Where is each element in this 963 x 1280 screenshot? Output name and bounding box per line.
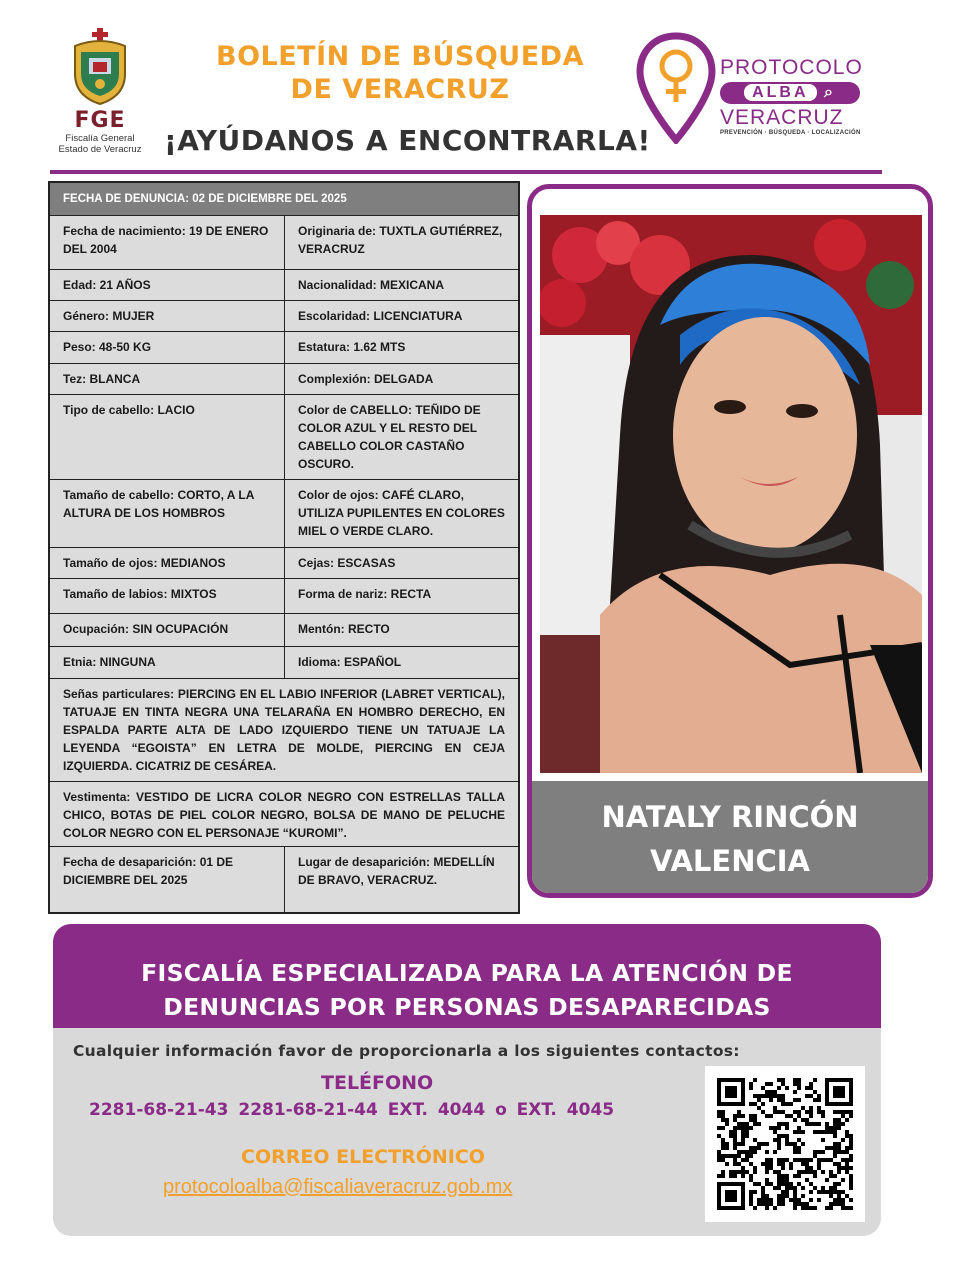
state-seal-icon xyxy=(69,28,131,106)
contact-section xyxy=(53,924,881,1236)
origin: Originaria de: TUXTLA GUTIÉRREZ, VERACRUZ xyxy=(284,216,518,269)
table-row xyxy=(50,183,518,215)
height: Estatura: 1.62 MTS xyxy=(284,332,518,363)
hair-type: Tipo de cabello: LACIO xyxy=(63,403,195,417)
qr-code[interactable] xyxy=(705,1066,865,1222)
table-row xyxy=(50,646,518,678)
table-row xyxy=(50,479,518,547)
phone-numbers[interactable]: 2281-68-21-43 2281-68-21-44 EXT. 4044 o EXT. 4045 xyxy=(89,1100,615,1120)
title-line-1: BOLETÍN DE BÚSQUEDA xyxy=(216,41,584,72)
table-row xyxy=(50,781,518,846)
search-icon: ⌕ xyxy=(823,84,836,101)
photo-frame xyxy=(527,184,933,898)
table-row xyxy=(50,613,518,646)
bulletin-title xyxy=(160,40,640,106)
alba-line-1: PROTOCOLO xyxy=(720,56,863,79)
header xyxy=(0,0,963,176)
email-title: CORREO ELECTRÓNICO xyxy=(241,1146,485,1168)
person-details-table xyxy=(48,181,520,914)
contact-intro: Cualquier información favor de proporcionarla a los siguientes contactos: xyxy=(73,1042,740,1060)
title-line-2: DE VERACRUZ xyxy=(290,74,510,105)
table-row xyxy=(50,547,518,578)
alba-tagline: PREVENCIÓN · BÚSQUEDA · LOCALIZACIÓN xyxy=(720,130,861,136)
fge-logo xyxy=(48,28,152,158)
table-row xyxy=(50,269,518,300)
table-row xyxy=(50,331,518,363)
eye-size: Tamaño de ojos: MEDIANOS xyxy=(63,556,226,570)
protocolo-alba-logo xyxy=(630,30,870,150)
hair-color: Color de CABELLO: TEÑIDO DE COLOR AZUL Y EL RESTO DEL CABELLO COLOR CASTAÑO OSCURO. xyxy=(284,395,518,479)
portrait-image xyxy=(540,215,922,773)
disappearance-place: Lugar de desaparición: MEDELLÍN DE BRAVO, VERACRUZ. xyxy=(284,847,518,912)
birth-date: Fecha de nacimiento: 19 DE ENERO DEL 2004 xyxy=(63,224,269,256)
help-us-find-her: ¡AYÚDANOS A ENCONTRARLA! xyxy=(164,124,651,157)
skin-tone: Tez: BLANCA xyxy=(63,372,141,386)
alba-word: ALBA xyxy=(744,84,816,101)
weight: Peso: 48-50 KG xyxy=(63,340,152,354)
hair-length: Tamaño de cabello: CORTO, A LA ALTURA DE LOS HOMBROS xyxy=(63,488,254,520)
phone-title: TELÉFONO xyxy=(321,1072,434,1094)
distinguishing-marks: Señas particulares: PIERCING EN EL LABIO INFERIOR (LABRET VERTICAL), TATUAJE EN TINTA NEGRA UNA TELARAÑA EN HOMBRO DERECHO, EN ESPALDA PARTE ALTA DE LADO IZQUIERDO TIENE UN TATUAJE LA LEYENDA “EGOISTA” EN LETRA DE MOLDE, PIERCING EN CEJA IZQUIERDA. CICATRIZ DE CESÁREA. xyxy=(63,687,505,773)
person-name xyxy=(532,781,928,897)
fge-logo-subtitle-2: Estado de Veracruz xyxy=(58,144,142,155)
education: Escolaridad: LICENCIATURA xyxy=(284,301,518,331)
email-link[interactable]: protocoloalba@fiscaliaveracruz.gob.mx xyxy=(163,1176,513,1198)
fge-logo-text: FGE xyxy=(74,108,126,133)
alba-line-2: VERACRUZ xyxy=(720,106,844,129)
banner-line-2: DENUNCIAS POR PERSONAS DESAPARECIDAS xyxy=(163,993,771,1021)
alba-pill xyxy=(720,82,860,104)
header-divider xyxy=(50,170,882,174)
prosecutor-banner xyxy=(53,924,881,1028)
table-row xyxy=(50,394,518,479)
ethnicity: Etnia: NINGUNA xyxy=(63,655,156,669)
gender: Género: MUJER xyxy=(63,309,155,323)
chin: Mentón: RECTO xyxy=(284,614,518,646)
age: Edad: 21 AÑOS xyxy=(63,278,151,292)
occupation: Ocupación: SIN OCUPACIÓN xyxy=(63,622,229,636)
language: Idioma: ESPAÑOL xyxy=(284,647,518,678)
table-row xyxy=(50,363,518,394)
disappearance-date: Fecha de desaparición: 01 DE DICIEMBRE DEL 2025 xyxy=(63,855,234,887)
nationality: Nacionalidad: MEXICANA xyxy=(284,270,518,300)
clothing: Vestimenta: VESTIDO DE LICRA COLOR NEGRO CON ESTRELLAS TALLA CHICO, BOTAS DE PIEL COLOR NEGRO, BOLSA DE MANO DE PELUCHE COLOR NEGRO CON EL PERSONAJE “KUROMI”. xyxy=(63,790,505,840)
complaint-date: FECHA DE DENUNCIA: 02 DE DICIEMBRE DEL 2025 xyxy=(50,183,518,215)
person-name-line-2: VALENCIA xyxy=(650,844,810,878)
nose-shape: Forma de nariz: RECTA xyxy=(284,579,518,613)
eyebrows: Cejas: ESCASAS xyxy=(284,548,518,578)
person-name-line-1: NATALY RINCÓN xyxy=(601,800,859,834)
lip-size: Tamaño de labios: MIXTOS xyxy=(63,587,217,601)
table-row xyxy=(50,300,518,331)
eye-color: Color de ojos: CAFÉ CLARO, UTILIZA PUPILENTES EN COLORES MIEL O VERDE CLARO. xyxy=(284,480,518,547)
fge-logo-subtitle-1: Fiscalía General xyxy=(65,133,135,144)
table-row xyxy=(50,215,518,269)
build: Complexión: DELGADA xyxy=(284,364,518,394)
table-row xyxy=(50,578,518,613)
table-row xyxy=(50,678,518,781)
missing-person-photo xyxy=(540,215,922,773)
qr-code-icon xyxy=(717,1078,853,1210)
location-pin-female-icon xyxy=(636,32,716,144)
banner-line-1: FISCALÍA ESPECIALIZADA PARA LA ATENCIÓN DE xyxy=(141,959,793,987)
table-row xyxy=(50,846,518,912)
